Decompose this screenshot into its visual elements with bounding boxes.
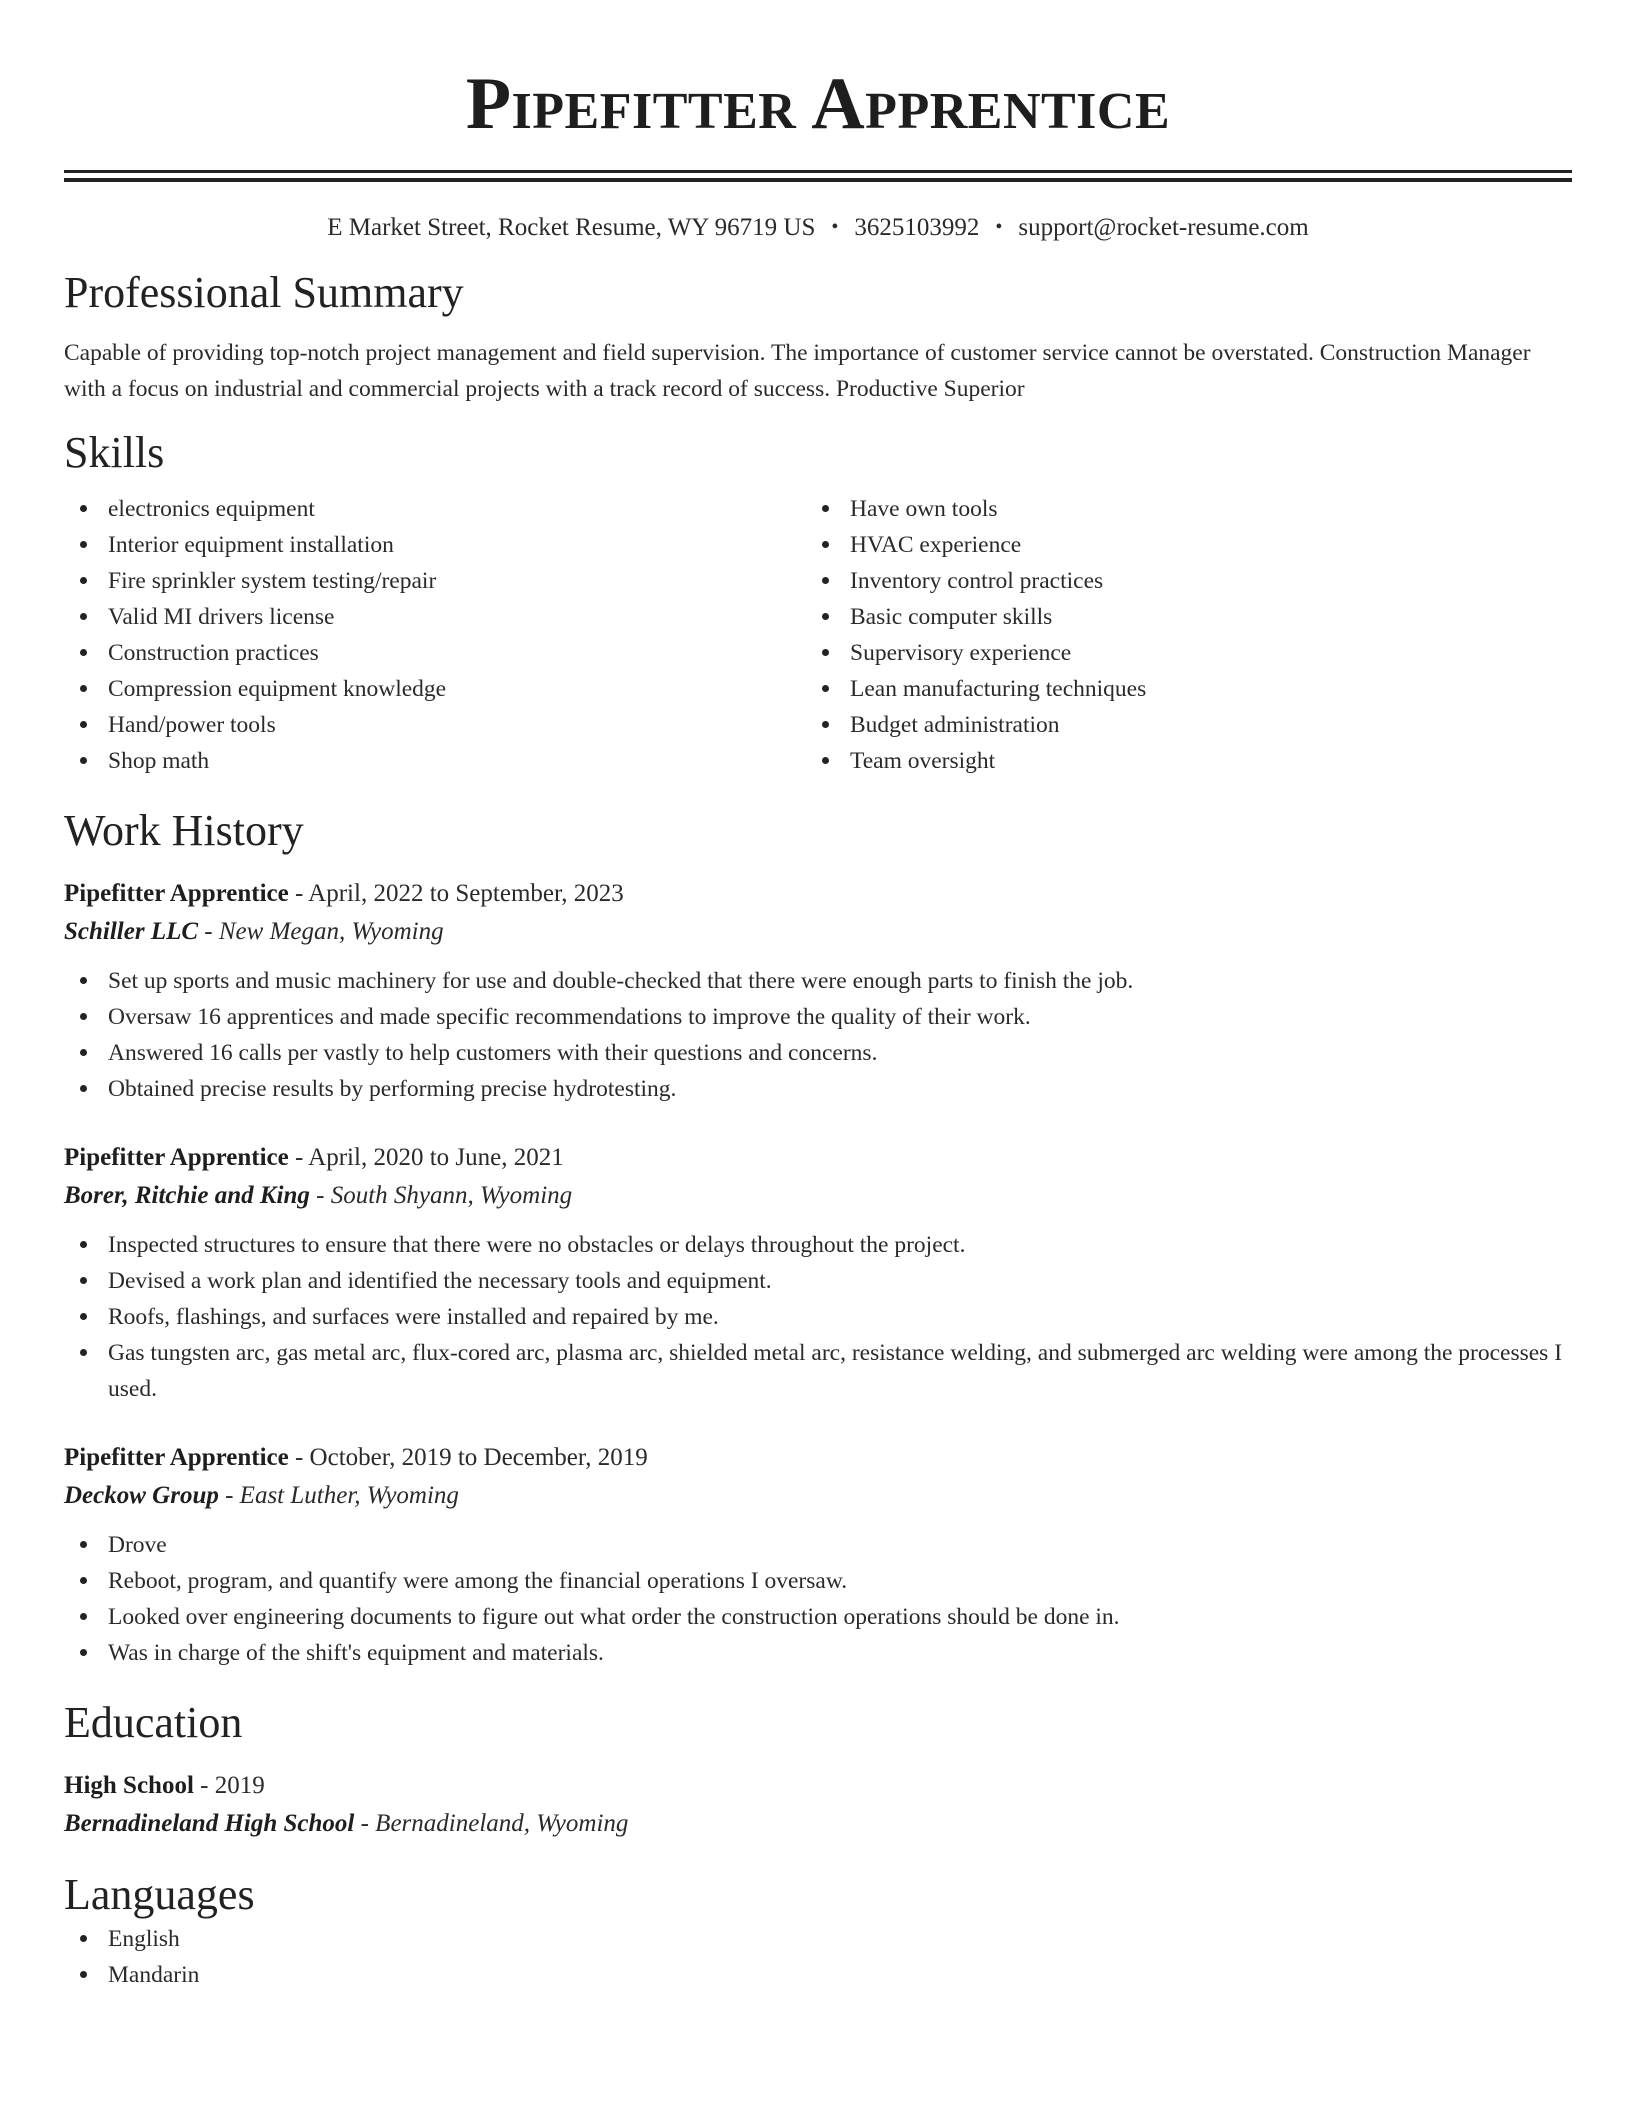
bullet-icon [80,1313,87,1320]
bullet-icon [822,505,829,512]
section-title-languages: Languages [64,1870,255,1919]
summary-section [64,267,1572,407]
section-title-education: Education [64,1698,243,1747]
job-duty: Answered 16 calls per vastly to help customers with their questions and concerns. [64,1035,1572,1071]
job-duty: Looked over engineering documents to figure out what order the construction operations should be done in. [64,1599,1572,1635]
skill-item: electronics equipment [64,491,806,527]
job-position: Pipefitter Apprentice [64,880,289,907]
language-item: English [64,1921,1572,1957]
skill-item: Construction practices [64,635,806,671]
contact-email: support@rocket-resume.com [1018,214,1309,241]
job-position: Pipefitter Apprentice [64,1144,289,1171]
skill-item: Valid MI drivers license [64,599,806,635]
job-duty: Was in charge of the shift's equipment and materials. [64,1635,1572,1671]
bullet-icon [80,541,87,548]
job-duty: Reboot, program, and quantify were among the financial operations I oversaw. [64,1563,1572,1599]
languages-section [64,1869,1572,1993]
bullet-icon [80,1085,87,1092]
bullet-icon [80,977,87,984]
bullet-icon [80,505,87,512]
section-title-skills: Skills [64,428,165,477]
job-entry [64,1139,1572,1407]
skill-item: Supervisory experience [806,635,1548,671]
skill-item: Compression equipment knowledge [64,671,806,707]
company-line [64,1477,1572,1515]
company-location: - New Megan, Wyoming [198,918,444,945]
school-line [64,1805,1572,1843]
graduation-year: - 2019 [193,1772,265,1799]
skill-item: Have own tools [806,491,1548,527]
contact-phone: 3625103992 [854,214,980,241]
header-divider [64,170,1572,182]
job-entry [64,1439,1572,1671]
degree-line [64,1767,1572,1805]
bullet-icon [822,757,829,764]
skill-item: Budget administration [806,707,1548,743]
job-duty: Oversaw 16 apprentices and made specific recommendations to improve the quality of their work. [64,999,1572,1035]
skill-item: Basic computer skills [806,599,1548,635]
job-duty: Set up sports and music machinery for use and double-checked that there were enough parts to finish the job. [64,963,1572,999]
bullet-icon [80,721,87,728]
job-dates: - April, 2022 to September, 2023 [288,880,624,907]
bullet-icon [80,685,87,692]
company-location: - South Shyann, Wyoming [309,1182,573,1209]
skill-item: Interior equipment installation [64,527,806,563]
bullet-icon [822,649,829,656]
skills-column-left [64,491,806,779]
bullet-icon [80,1577,87,1584]
contact-separator: • [995,216,1003,238]
job-dates: - April, 2020 to June, 2021 [288,1144,564,1171]
job-entry [64,875,1572,1107]
skill-item: Hand/power tools [64,707,806,743]
school-location: - Bernadineland, Wyoming [354,1810,629,1837]
bullet-icon [80,1241,87,1248]
section-title-summary: Professional Summary [64,268,464,317]
job-title-line [64,1439,1572,1477]
job-duty: Gas tungsten arc, gas metal arc, flux-cored arc, plasma arc, shielded metal arc, resistance welding, and submerged arc welding were among the processes I used. [64,1335,1572,1407]
job-duty: Roofs, flashings, and surfaces were installed and repaired by me. [64,1299,1572,1335]
company-name: Schiller LLC [64,918,199,945]
job-duty: Obtained precise results by performing precise hydrotesting. [64,1071,1572,1107]
bullet-icon [822,541,829,548]
bullet-icon [80,1277,87,1284]
job-duty: Drove [64,1527,1572,1563]
skills-column-right [806,491,1548,779]
contact-info [64,210,1572,245]
degree: High School [64,1772,194,1799]
bullet-icon [80,757,87,764]
bullet-icon [80,1613,87,1620]
education-section [64,1697,1572,1843]
contact-separator: • [831,216,839,238]
bullet-icon [80,1049,87,1056]
skills-grid [64,491,1572,779]
skill-item: Team oversight [806,743,1548,779]
bullet-icon [822,721,829,728]
bullet-icon [80,1649,87,1656]
company-name: Deckow Group [64,1482,219,1509]
section-title-work-history: Work History [64,806,304,855]
job-position: Pipefitter Apprentice [64,1444,289,1471]
education-entry [64,1767,1572,1843]
company-location: - East Luther, Wyoming [218,1482,459,1509]
bullet-icon [80,1349,87,1356]
job-duty: Inspected structures to ensure that there were no obstacles or delays throughout the project. [64,1227,1572,1263]
resume-page [64,0,1572,1993]
bullet-icon [80,649,87,656]
bullet-icon [80,577,87,584]
bullet-icon [822,613,829,620]
work-history-section [64,805,1572,1671]
bullet-icon [80,1935,87,1942]
bullet-icon [822,685,829,692]
job-duty: Devised a work plan and identified the necessary tools and equipment. [64,1263,1572,1299]
job-dates: - October, 2019 to December, 2019 [288,1444,648,1471]
skill-item: Fire sprinkler system testing/repair [64,563,806,599]
company-line [64,913,1572,951]
language-item: Mandarin [64,1957,1572,1993]
skill-item: Lean manufacturing techniques [806,671,1548,707]
bullet-icon [80,1541,87,1548]
bullet-icon [80,1971,87,1978]
skill-item: HVAC experience [806,527,1548,563]
company-line [64,1177,1572,1215]
bullet-icon [822,577,829,584]
skill-item: Inventory control practices [806,563,1548,599]
skills-section [64,427,1572,779]
bullet-icon [80,1013,87,1020]
school-name: Bernadineland High School [64,1810,355,1837]
job-title-line [64,875,1572,913]
skill-item: Shop math [64,743,806,779]
job-title-line [64,1139,1572,1177]
company-name: Borer, Ritchie and King [64,1182,310,1209]
summary-text: Capable of providing top-notch project management and field supervision. The importance of customer service cannot be overstated. Construction Manager with a focus on industrial and commercial projects with a track record of success. Productive Superior [64,340,1531,402]
bullet-icon [80,613,87,620]
contact-address: E Market Street, Rocket Resume, WY 96719 US [327,214,816,241]
candidate-name: Pipefitter Apprentice [465,63,1171,145]
